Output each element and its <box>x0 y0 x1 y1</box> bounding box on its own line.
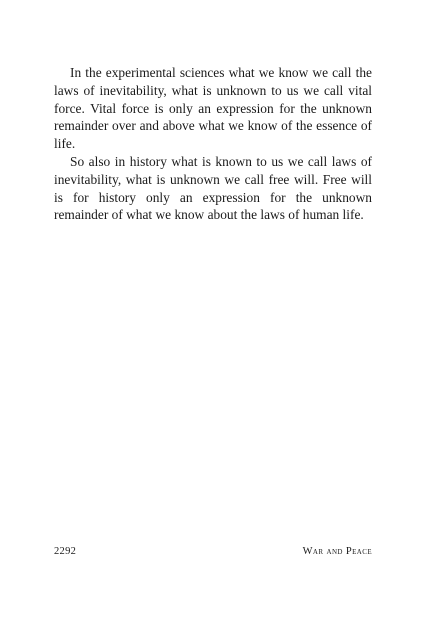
page-number: 2292 <box>54 546 77 557</box>
page-footer <box>54 545 372 559</box>
body-text <box>54 64 372 224</box>
paragraph-2: So also in history what is known to us we call laws of inevitability, what is unknown we call free will. Free will is for history only an expression for the unknown remainder of what we know about the laws of human life. <box>54 153 372 223</box>
paragraph-1: In the experimental sciences what we know we call the laws of inevitability, what is unknown to us we call vital force. Vital force is only an expression for the unknown remainder over and above what we know of the essence of life. <box>54 65 372 152</box>
running-title: War and Peace <box>302 546 372 557</box>
